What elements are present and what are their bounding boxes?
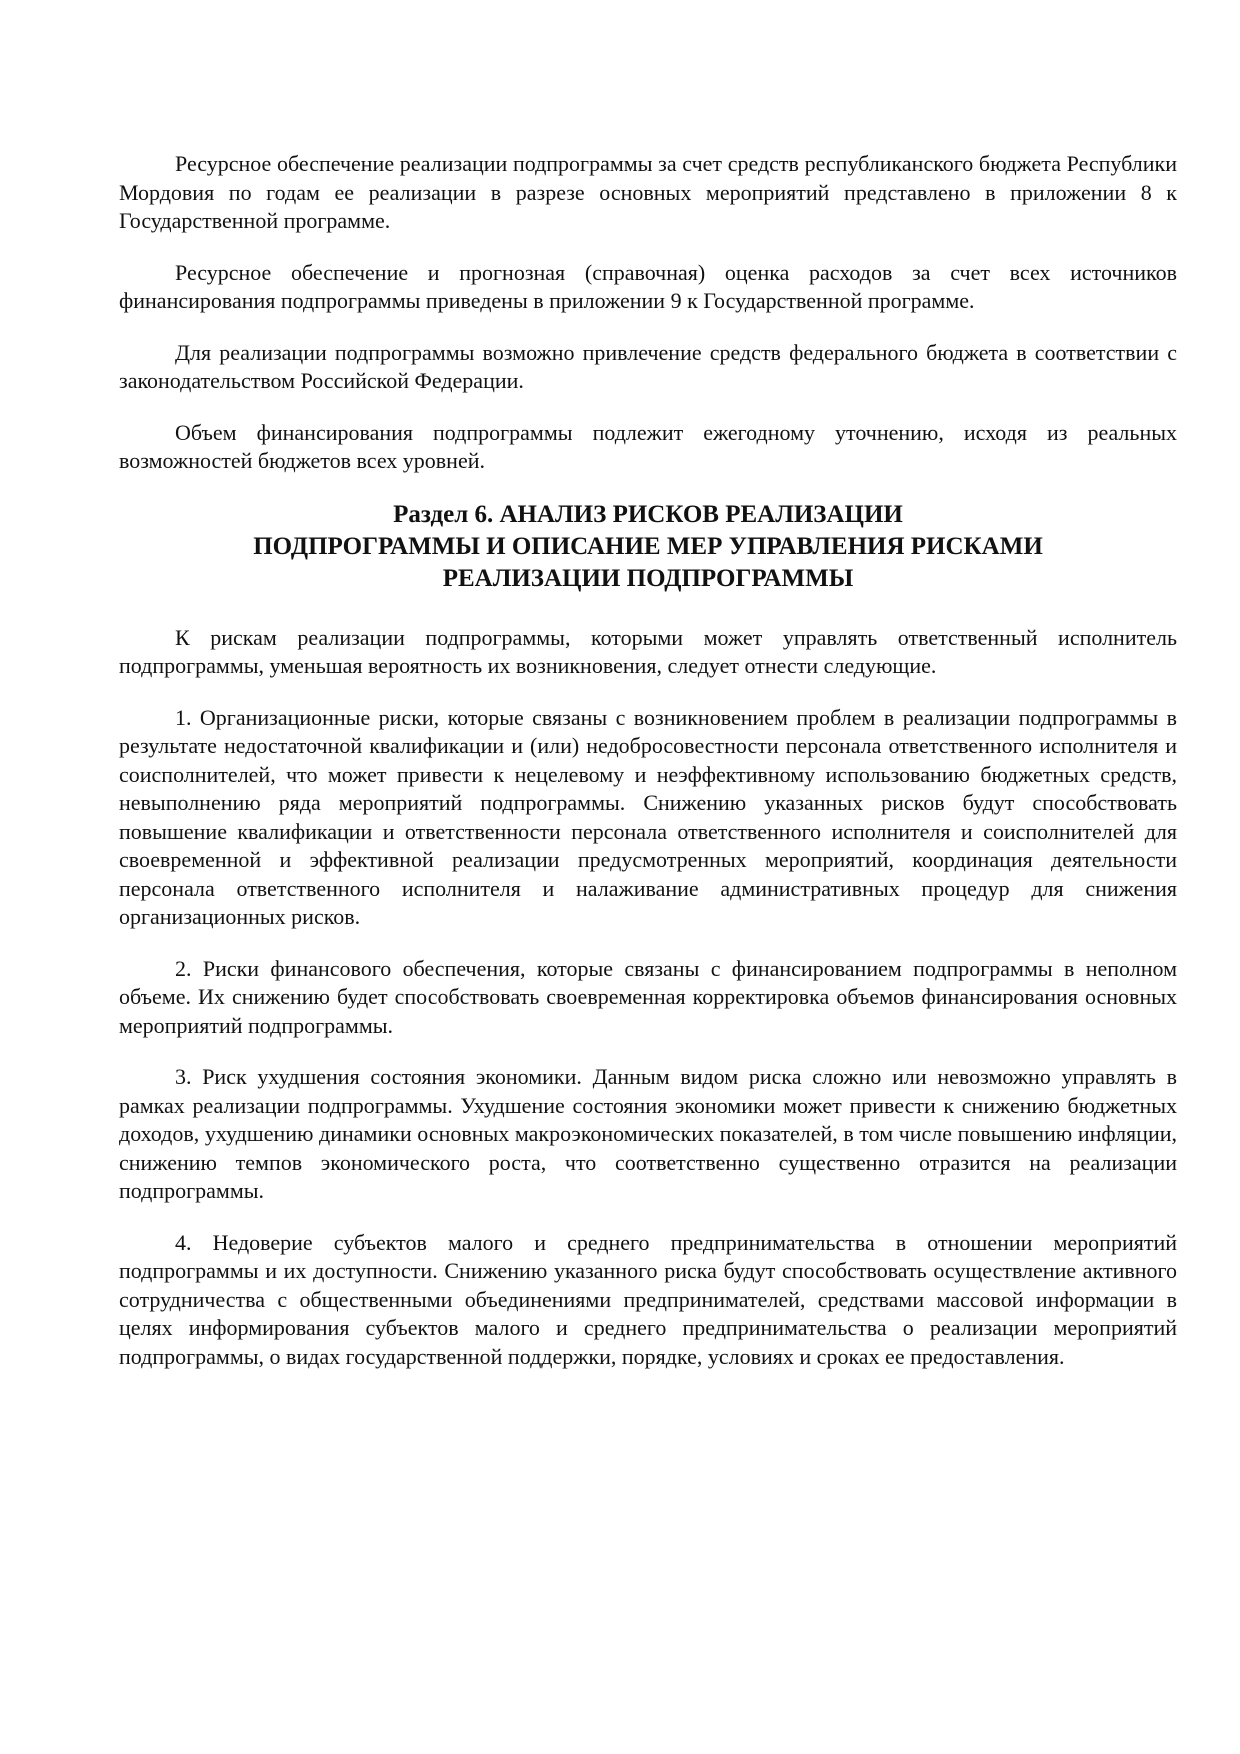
section-heading-line-2: ПОДПРОГРАММЫ И ОПИСАНИЕ МЕР УПРАВЛЕНИЯ РИСКАМИ [253, 532, 1043, 560]
paragraph-budget-appendix-8: Ресурсное обеспечение реализации подпрограммы за счет средств республиканского бюджета Республики Мордовия по годам ее реализации в разрезе основных мероприятий представлено в приложении 8 к Государственной программе. [119, 151, 1177, 233]
paragraph-budget-appendix-9: Ресурсное обеспечение и прогнозная (справочная) оценка расходов за счет всех источников финансирования подпрограммы приведены в приложении 9 к Государственной программе. [119, 259, 1177, 313]
section-heading [119, 499, 1177, 595]
paragraph-risk-organizational: 1. Организационные риски, которые связаны с возникновением проблем в реализации подпрограммы в результате недостаточной квалификации и (или) недобросовестности персонала ответственного исполнителя и соисполнителей, что может привести к нецелевому и неэффективному использованию бюджетных средств, невыполнению ряда мероприятий подпрограммы. Снижению указанных рисков будут способствовать повышение квалификации и ответственности персонала ответственного исполнителя и соисполнителей для своевременной и эффективной реализации предусмотренных мероприятий, координация деятельности персонала ответственного исполнителя и налаживание административных процедур для снижения организационных рисков. [119, 704, 1177, 929]
section-heading-line-3: РЕАЛИЗАЦИИ ПОДПРОГРАММЫ [442, 564, 854, 592]
section-heading-line-1: Раздел 6. АНАЛИЗ РИСКОВ РЕАЛИЗАЦИИ [393, 500, 903, 528]
paragraph-risk-economic: 3. Риск ухудшения состояния экономики. Данным видом риска сложно или невозможно управлять в рамках реализации подпрограммы. Ухудшение состояния экономики может привести к снижению бюджетных доходов, ухудшению динамики основных макроэкономических показателей, в том числе повышению инфляции, снижению темпов экономического роста, что соответственно существенно отразится на реализации подпрограммы. [119, 1064, 1177, 1203]
paragraph-risk-financial: 2. Риски финансового обеспечения, которые связаны с финансированием подпрограммы в неполном объеме. Их снижению будет способствовать своевременная корректировка объемов финансирования основных мероприятий подпрограммы. [119, 955, 1177, 1038]
paragraph-funding-volume: Объем финансирования подпрограммы подлежит ежегодному уточнению, исходя из реальных возможностей бюджетов всех уровней. [119, 419, 1177, 473]
paragraph-risk-distrust: 4. Недоверие субъектов малого и среднего предпринимательства в отношении мероприятий подпрограммы и их доступности. Снижению указанного риска будут способствовать осуществление активного сотрудничества с общественными объединениями предпринимателей, средствами массовой информации в целях информирования субъектов малого и среднего предпринимательства о реализации мероприятий подпрограммы, о видах государственной поддержки, порядке, условиях и сроках ее предоставления. [119, 1229, 1177, 1369]
paragraph-risks-intro: К рискам реализации подпрограммы, которыми может управлять ответственный исполнитель подпрограммы, уменьшая вероятность их возникновения, следует отнести следующие. [119, 624, 1177, 678]
document-page [119, 150, 1177, 1394]
paragraph-federal-funds: Для реализации подпрограммы возможно привлечение средств федерального бюджета в соответствии с законодательством Российской Федерации. [119, 339, 1177, 393]
